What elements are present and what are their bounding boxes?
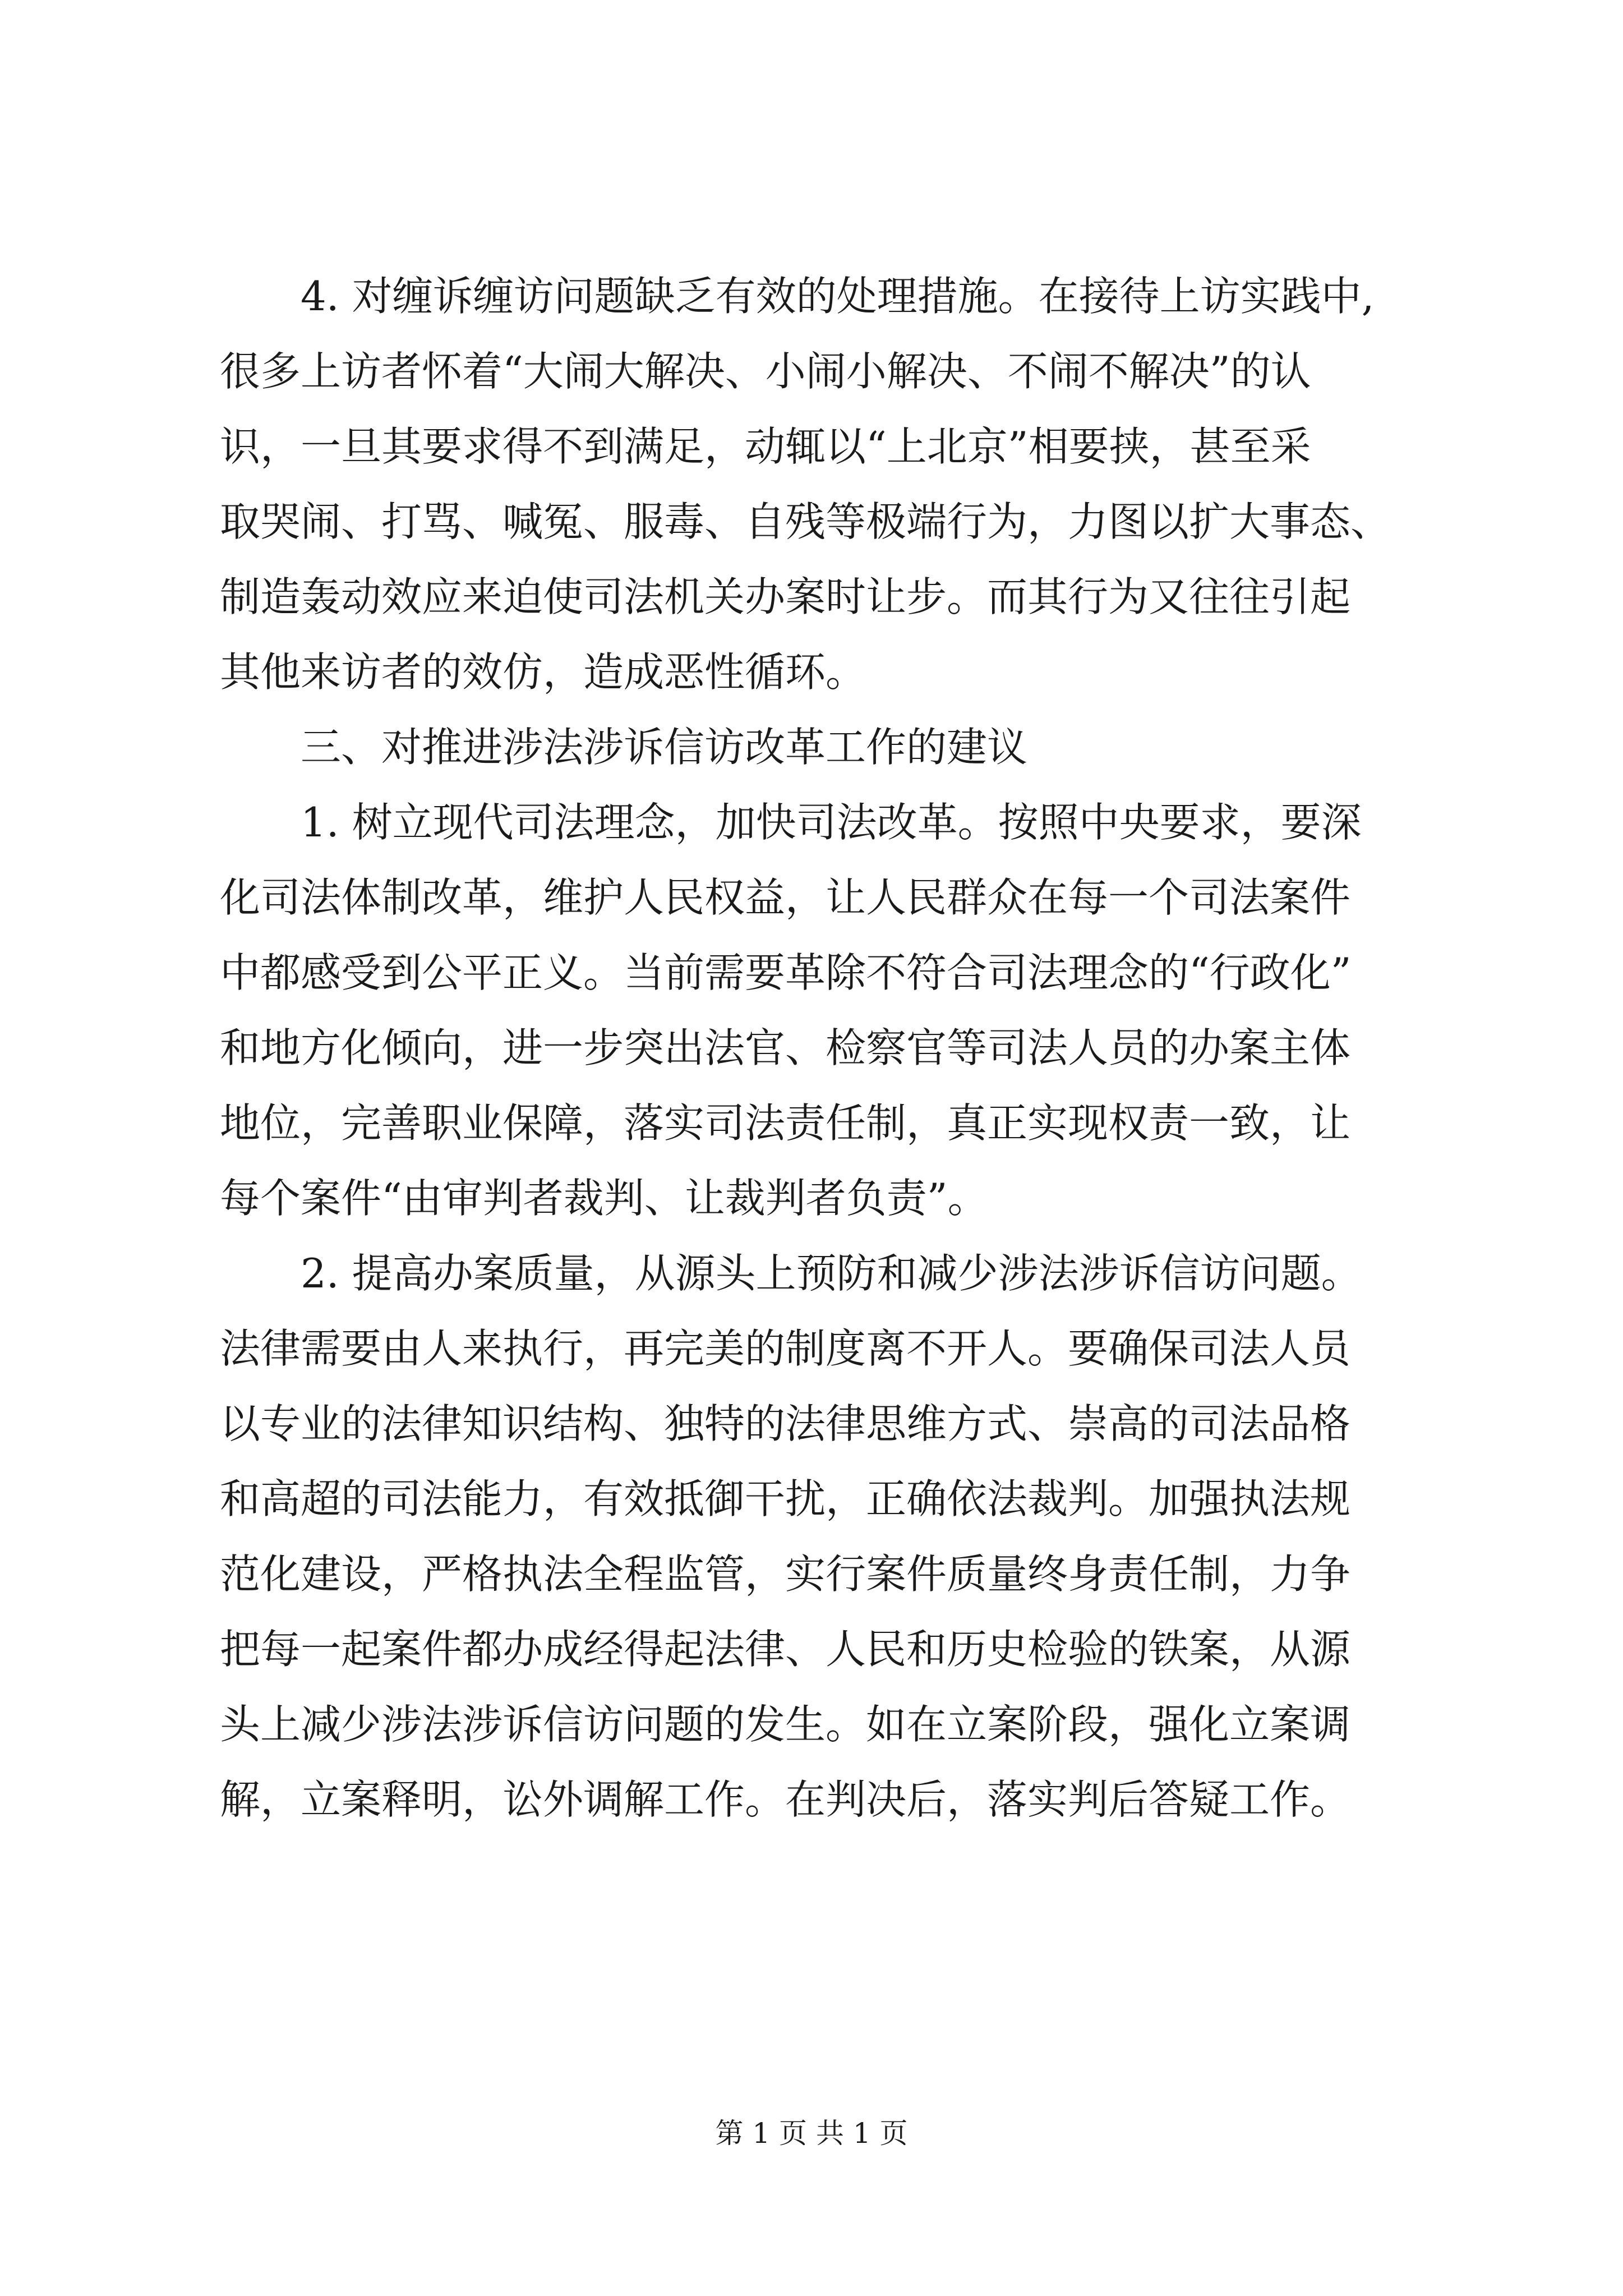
paragraph-4-line-4: 取哭闹、打骂、喊冤、服毒、自残等极端行为，力图以扩大事态、 — [220, 498, 1391, 545]
page-footer: 第 1 页 共 1 页 — [715, 2117, 908, 2150]
paragraph-4-line-3: 识，一旦其要求得不到满足，动辄以“上北京”相要挟，甚至采 — [220, 423, 1311, 470]
paragraph-1-line-3: 中都感受到公平正义。当前需要革除不符合司法理念的“行政化” — [220, 949, 1352, 996]
paragraph-1-line-6: 每个案件“由审判者裁判、让裁判者负责”。 — [220, 1175, 988, 1222]
paragraph-2-line-4: 和高超的司法能力，有效抵御干扰，正确依法裁判。加强执法规 — [220, 1475, 1351, 1522]
paragraph-1-line-5: 地位，完善职业保障，落实司法责任制，真正实现权责一致，让 — [220, 1099, 1351, 1147]
paragraph-2-line-3: 以专业的法律知识结构、独特的法律思维方式、崇高的司法品格 — [220, 1400, 1351, 1447]
paragraph-2-line-7: 头上减少涉法涉诉信访问题的发生。如在立案阶段，强化立案调 — [220, 1701, 1351, 1748]
paragraph-1-line-4: 和地方化倾向，进一步突出法官、检察官等司法人员的办案主体 — [220, 1024, 1351, 1071]
paragraph-4-line-1: 4. 对缠诉缠访问题缺乏有效的处理措施。在接待上访实践中, — [301, 273, 1375, 320]
paragraph-2-line-1: 2. 提高办案质量，从源头上预防和减少涉法涉诉信访问题。 — [301, 1250, 1362, 1297]
paragraph-2-line-6: 把每一起案件都办成经得起法律、人民和历史检验的铁案，从源 — [220, 1626, 1351, 1673]
paragraph-4-line-6: 其他来访者的效仿，造成恶性循环。 — [220, 648, 866, 696]
paragraph-1-line-2: 化司法体制改革，维护人民权益，让人民群众在每一个司法案件 — [220, 874, 1351, 921]
paragraph-2-line-8: 解，立案释明，讼外调解工作。在判决后，落实判后答疑工作。 — [220, 1776, 1351, 1823]
paragraph-4-line-2: 很多上访者怀着“大闹大解决、小闹小解决、不闹不解决”的认 — [220, 348, 1311, 395]
section-heading: 三、对推进涉法涉诉信访改革工作的建议 — [301, 724, 1028, 771]
paragraph-1-line-1: 1. 树立现代司法理念，加快司法改革。按照中央要求，要深 — [301, 799, 1362, 846]
paragraph-2-line-2: 法律需要由人来执行，再完美的制度离不开人。要确保司法人员 — [220, 1325, 1351, 1372]
paragraph-4-line-5: 制造轰动效应来迫使司法机关办案时让步。而其行为又往往引起 — [220, 573, 1351, 620]
paragraph-2-line-5: 范化建设，严格执法全程监管，实行案件质量终身责任制，力争 — [220, 1550, 1351, 1598]
